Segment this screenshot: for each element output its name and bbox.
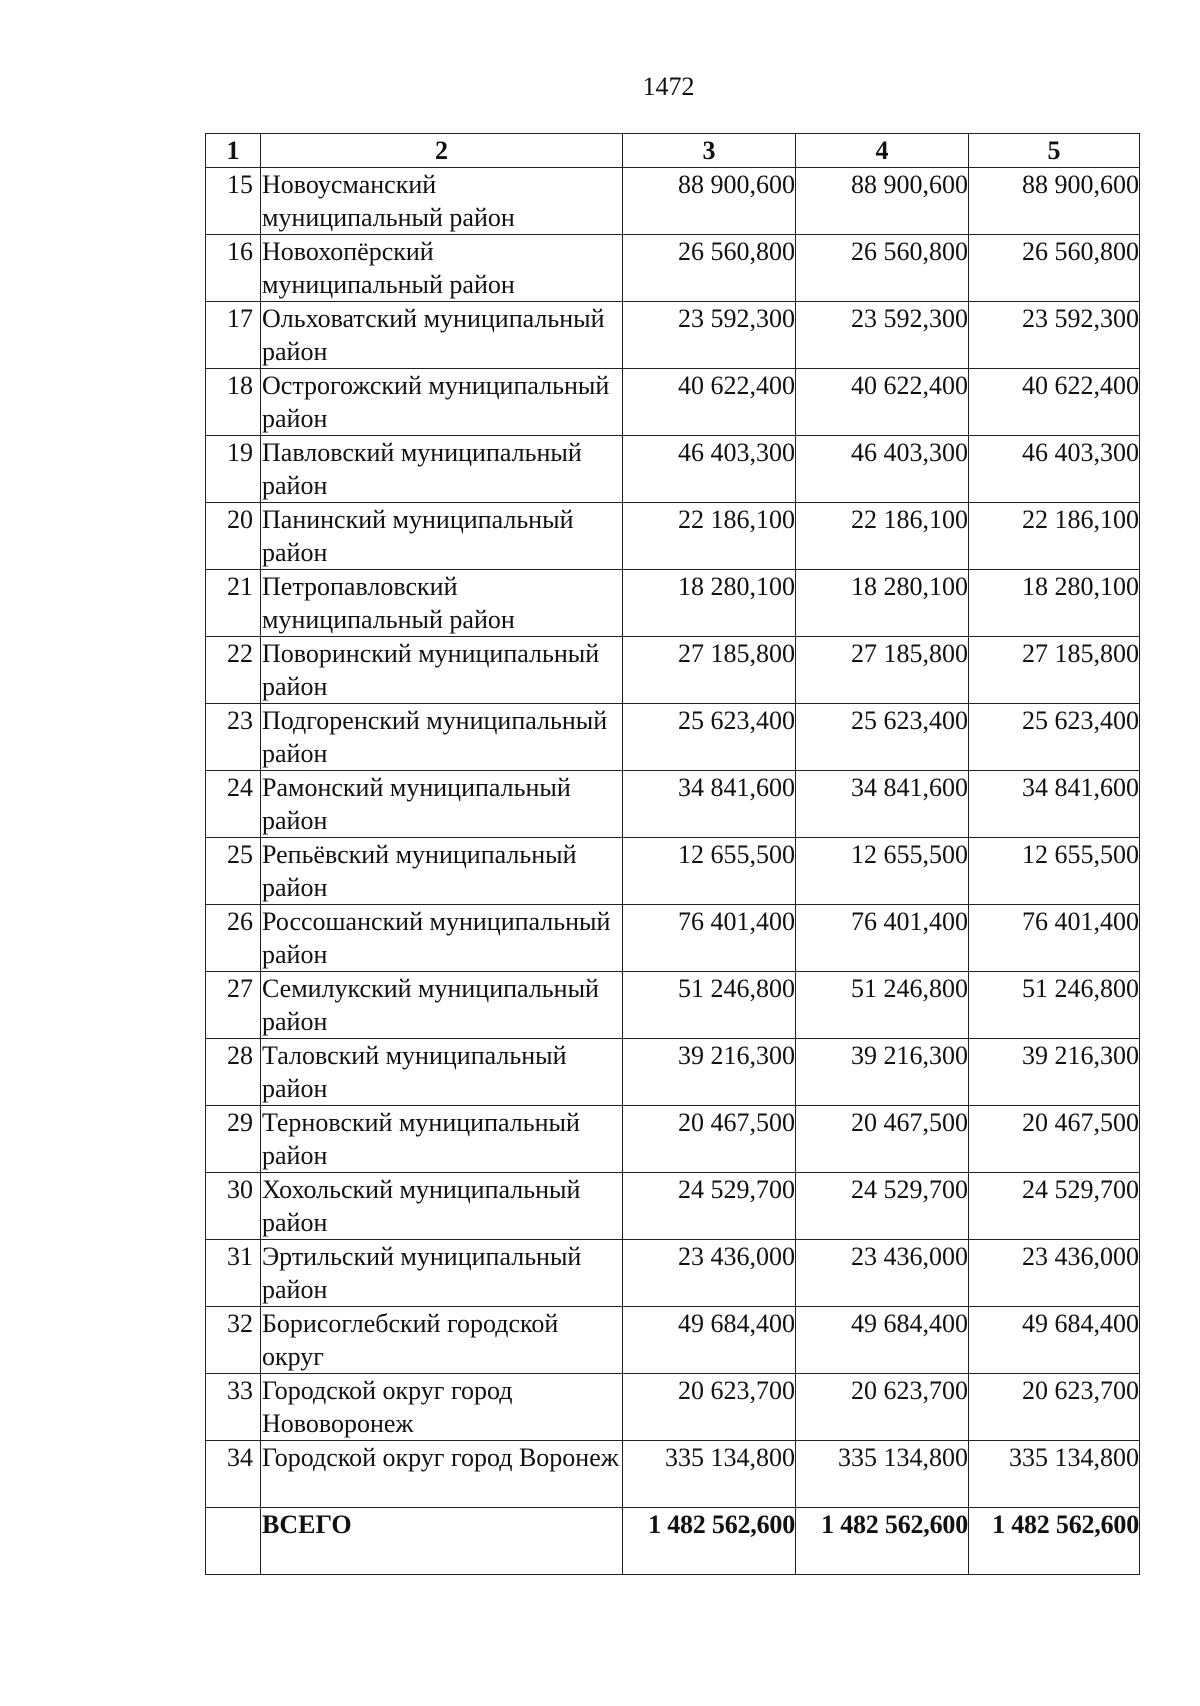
municipality-name: Терновский муниципальный район: [261, 1106, 623, 1173]
municipality-name: Городской округ город Нововоронеж: [261, 1374, 623, 1441]
value-col-3: 23 592,300: [623, 302, 796, 369]
value-col-4: 335 134,800: [796, 1441, 969, 1508]
table-row: [206, 771, 1140, 838]
value-col-3: 23 436,000: [623, 1240, 796, 1307]
table-row: [206, 235, 1140, 302]
table-row: [206, 570, 1140, 637]
value-col-5: 24 529,700: [969, 1173, 1140, 1240]
municipality-name: Хохольский муниципальный район: [261, 1173, 623, 1240]
page-number: 1472: [642, 72, 695, 101]
value-col-5: 23 592,300: [969, 302, 1140, 369]
value-col-3: 26 560,800: [623, 235, 796, 302]
municipality-name: Новохопёрский муниципальный район: [261, 235, 623, 302]
row-number: 17: [206, 302, 261, 369]
table-row: [206, 1374, 1140, 1441]
header-col-5: 5: [969, 134, 1140, 168]
table-row: [206, 302, 1140, 369]
row-number: 21: [206, 570, 261, 637]
value-col-3: 88 900,600: [623, 168, 796, 235]
value-col-5: 40 622,400: [969, 369, 1140, 436]
table-row: [206, 503, 1140, 570]
value-col-3: 20 623,700: [623, 1374, 796, 1441]
row-number: 24: [206, 771, 261, 838]
municipality-name: Городской округ город Воронеж: [261, 1441, 623, 1508]
row-number: 18: [206, 369, 261, 436]
municipality-name: Репьёвский муниципальный район: [261, 838, 623, 905]
municipality-name: Эртильский муниципальный район: [261, 1240, 623, 1307]
value-col-4: 27 185,800: [796, 637, 969, 704]
municipality-name: Рамонский муниципальный район: [261, 771, 623, 838]
row-number: 19: [206, 436, 261, 503]
value-col-3: 18 280,100: [623, 570, 796, 637]
value-col-5: 22 186,100: [969, 503, 1140, 570]
total-row: [206, 1508, 1140, 1575]
value-col-5: 39 216,300: [969, 1039, 1140, 1106]
value-col-5: 25 623,400: [969, 704, 1140, 771]
value-col-3: 40 622,400: [623, 369, 796, 436]
table-row: [206, 905, 1140, 972]
table-row: [206, 1039, 1140, 1106]
header-col-2: 2: [261, 134, 623, 168]
table-row: [206, 972, 1140, 1039]
value-col-4: 20 467,500: [796, 1106, 969, 1173]
value-col-3: 27 185,800: [623, 637, 796, 704]
value-col-4: 46 403,300: [796, 436, 969, 503]
value-col-3: 20 467,500: [623, 1106, 796, 1173]
value-col-3: 49 684,400: [623, 1307, 796, 1374]
value-col-3: 12 655,500: [623, 838, 796, 905]
value-col-3: 25 623,400: [623, 704, 796, 771]
value-col-5: 20 467,500: [969, 1106, 1140, 1173]
value-col-3: 34 841,600: [623, 771, 796, 838]
value-col-4: 51 246,800: [796, 972, 969, 1039]
row-number: 34: [206, 1441, 261, 1508]
table-row: [206, 168, 1140, 235]
value-col-3: 24 529,700: [623, 1173, 796, 1240]
municipality-name: Павловский муниципальный район: [261, 436, 623, 503]
total-label: ВСЕГО: [261, 1508, 623, 1575]
value-col-4: 18 280,100: [796, 570, 969, 637]
value-col-4: 22 186,100: [796, 503, 969, 570]
municipality-name: Острогожский муниципальный район: [261, 369, 623, 436]
table-row: [206, 1173, 1140, 1240]
value-col-4: 23 436,000: [796, 1240, 969, 1307]
table-row: [206, 1106, 1140, 1173]
value-col-5: 23 436,000: [969, 1240, 1140, 1307]
municipality-name: Новоусманский муниципальный район: [261, 168, 623, 235]
total-col-3: 1 482 562,600: [623, 1508, 796, 1575]
value-col-4: 26 560,800: [796, 235, 969, 302]
header-col-4: 4: [796, 134, 969, 168]
row-number: 30: [206, 1173, 261, 1240]
row-number: 31: [206, 1240, 261, 1307]
header-col-3: 3: [623, 134, 796, 168]
value-col-5: 51 246,800: [969, 972, 1140, 1039]
value-col-5: 27 185,800: [969, 637, 1140, 704]
value-col-5: 76 401,400: [969, 905, 1140, 972]
value-col-5: 20 623,700: [969, 1374, 1140, 1441]
value-col-4: 24 529,700: [796, 1173, 969, 1240]
value-col-3: 335 134,800: [623, 1441, 796, 1508]
municipality-name: Таловский муниципальный район: [261, 1039, 623, 1106]
value-col-4: 76 401,400: [796, 905, 969, 972]
value-col-5: 18 280,100: [969, 570, 1140, 637]
municipality-name: Борисоглебский городской округ: [261, 1307, 623, 1374]
value-col-5: 88 900,600: [969, 168, 1140, 235]
value-col-4: 49 684,400: [796, 1307, 969, 1374]
row-number: 22: [206, 637, 261, 704]
value-col-4: 23 592,300: [796, 302, 969, 369]
value-col-5: 46 403,300: [969, 436, 1140, 503]
municipality-name: Россошанский муниципальный район: [261, 905, 623, 972]
row-number: 26: [206, 905, 261, 972]
value-col-5: 34 841,600: [969, 771, 1140, 838]
table-header-row: [206, 134, 1140, 168]
municipality-name: Семилукский муниципальный район: [261, 972, 623, 1039]
table-row: [206, 436, 1140, 503]
row-number: 16: [206, 235, 261, 302]
row-number: 15: [206, 168, 261, 235]
table-row: [206, 1441, 1140, 1508]
total-col-4: 1 482 562,600: [796, 1508, 969, 1575]
table-row: [206, 369, 1140, 436]
value-col-4: 88 900,600: [796, 168, 969, 235]
municipality-name: Ольховатский муниципальный район: [261, 302, 623, 369]
value-col-4: 20 623,700: [796, 1374, 969, 1441]
value-col-5: 12 655,500: [969, 838, 1140, 905]
value-col-4: 25 623,400: [796, 704, 969, 771]
table-row: [206, 838, 1140, 905]
row-number: 23: [206, 704, 261, 771]
row-number: 25: [206, 838, 261, 905]
table-row: [206, 1307, 1140, 1374]
value-col-4: 40 622,400: [796, 369, 969, 436]
table-row: [206, 704, 1140, 771]
budget-table: [205, 133, 1140, 1575]
municipality-name: Петропавловский муниципальный район: [261, 570, 623, 637]
row-number: 32: [206, 1307, 261, 1374]
table-body: [206, 168, 1140, 1575]
row-number: 29: [206, 1106, 261, 1173]
value-col-3: 39 216,300: [623, 1039, 796, 1106]
row-number: 20: [206, 503, 261, 570]
table-row: [206, 1240, 1140, 1307]
municipality-name: Поворинский муниципальный район: [261, 637, 623, 704]
header-col-1: 1: [206, 134, 261, 168]
row-number: 28: [206, 1039, 261, 1106]
value-col-3: 76 401,400: [623, 905, 796, 972]
row-number: 33: [206, 1374, 261, 1441]
value-col-3: 51 246,800: [623, 972, 796, 1039]
table-row: [206, 637, 1140, 704]
value-col-3: 22 186,100: [623, 503, 796, 570]
value-col-4: 34 841,600: [796, 771, 969, 838]
value-col-5: 49 684,400: [969, 1307, 1140, 1374]
row-number: 27: [206, 972, 261, 1039]
value-col-3: 46 403,300: [623, 436, 796, 503]
value-col-5: 26 560,800: [969, 235, 1140, 302]
value-col-5: 335 134,800: [969, 1441, 1140, 1508]
municipality-name: Панинский муниципальный район: [261, 503, 623, 570]
municipality-name: Подгоренский муниципальный район: [261, 704, 623, 771]
total-col-5: 1 482 562,600: [969, 1508, 1140, 1575]
total-number: [206, 1508, 261, 1575]
value-col-4: 39 216,300: [796, 1039, 969, 1106]
value-col-4: 12 655,500: [796, 838, 969, 905]
